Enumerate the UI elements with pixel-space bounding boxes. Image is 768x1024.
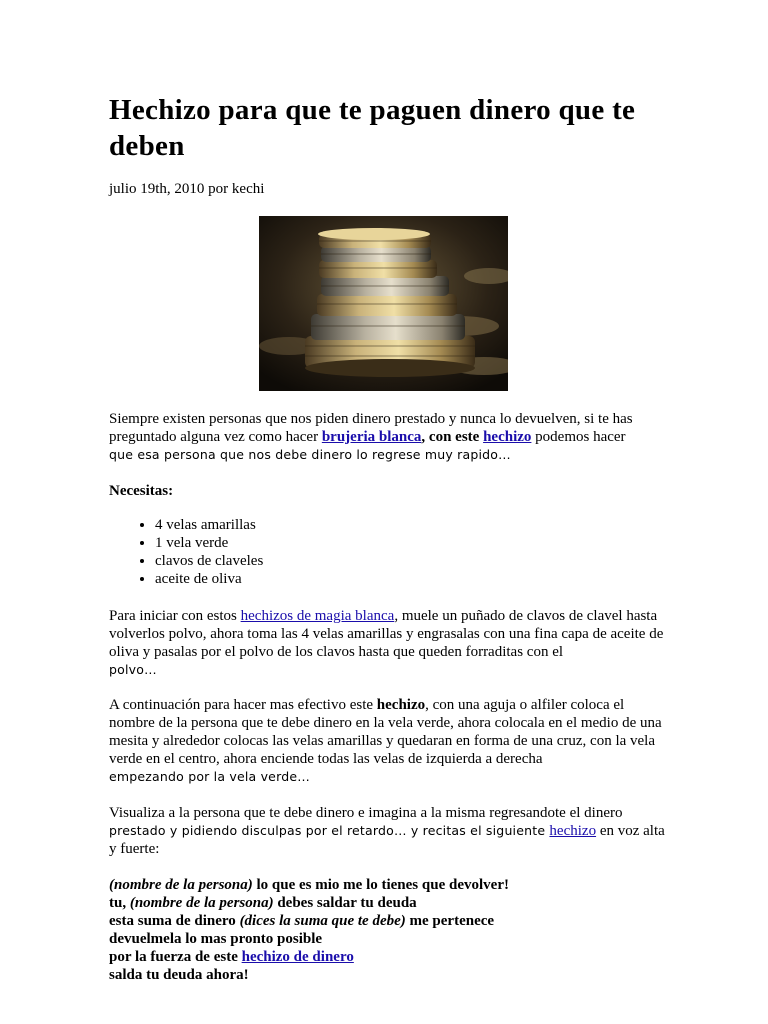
coins-stack-image xyxy=(259,216,508,391)
link-hechizos-magia-blanca[interactable]: hechizos de magia blanca xyxy=(240,608,395,624)
instructions-paragraph-2: A continuación para hacer mas efectivo este hechizo, con una aguja o alfiler coloca el nombre de la persona que te debe dinero en la vela verde, ahora colocala en el medio de una mesita y alrededor colocas las velas amarillas y quedaran en forma de una cruz, con la vela verde en el centro, ahora enciende todas las velas de izquierda a derecha empezando por la vela verde… xyxy=(109,697,662,784)
link-brujeria-blanca[interactable]: brujeria blanca xyxy=(321,429,422,445)
post-title: Hechizo para que te paguen dinero que te deben xyxy=(109,94,636,162)
needs-heading: Necesitas: xyxy=(109,483,174,499)
list-item: • aceite de oliva xyxy=(155,570,263,588)
instructions-paragraph-1: Para iniciar con estos hechizos de magia blanca, muele un puñado de clavos de clavel hasta volverlos polvo, ahora toma las 4 velas amarillas y engrasalas con una fina capa de aceite de oliva y pasalas por el polvo de los clavos hasta que queden forraditas con el polvo… xyxy=(109,608,664,677)
ingredients-list xyxy=(109,516,263,588)
list-item: • 1 vela verde xyxy=(155,534,263,552)
post-meta: julio 19th, 2010 por kechi xyxy=(109,181,265,197)
link-hechizo[interactable]: hechizo xyxy=(483,429,532,445)
spell-text: (nombre de la persona) lo que es mio me lo tienes que devolver! tu, (nombre de la persona) debes saldar tu deuda esta suma de dinero (dices la suma que te debe) me pertenece devuelmela lo mas pronto posible por la fuerza de este hechizo de dinero salda tu deuda ahora! xyxy=(109,877,509,983)
link-hechizo-2[interactable]: hechizo xyxy=(549,823,597,839)
instructions-paragraph-3: Visualiza a la persona que te debe dinero e imagina a la misma regresandote el dinero prestado y pidiendo disculpas por el retardo… y recitas el siguiente hechizo en voz alta y fuerte: xyxy=(109,805,665,857)
link-hechizo-de-dinero[interactable]: hechizo de dinero xyxy=(241,949,354,965)
intro-paragraph: Siempre existen personas que nos piden dinero prestado y nunca lo devuelven, si te has preguntado alguna vez como hacer brujeria blanca, con este hechizo podemos hacer que esa persona que nos debe dinero lo regrese muy rapido… xyxy=(109,411,633,462)
list-item: • clavos de claveles xyxy=(155,552,263,570)
coins-stack-illustration xyxy=(259,216,508,391)
list-item: • 4 velas amarillas xyxy=(155,516,263,534)
